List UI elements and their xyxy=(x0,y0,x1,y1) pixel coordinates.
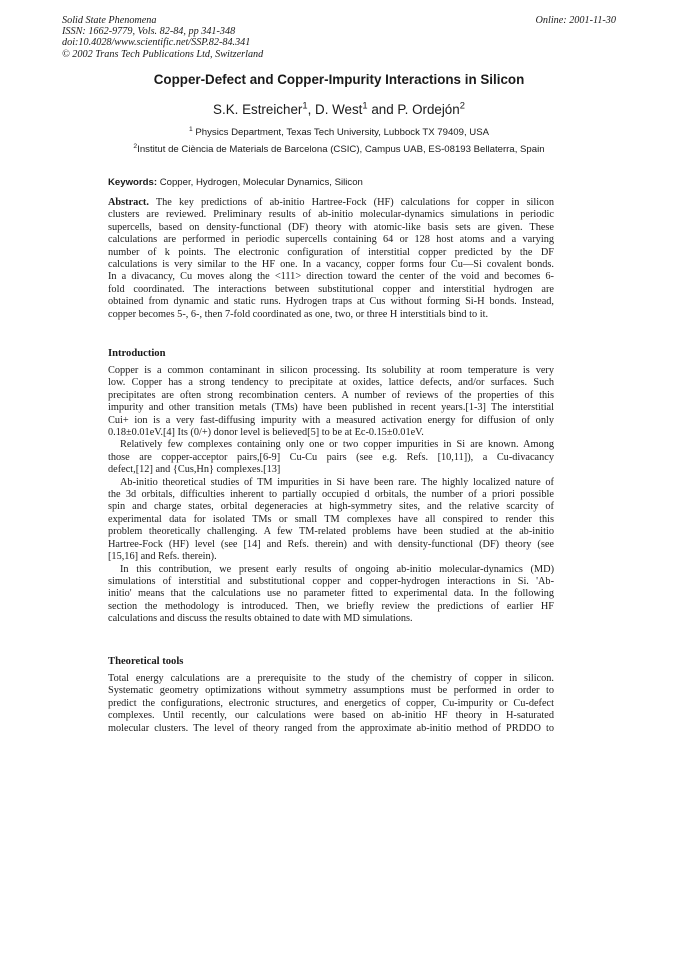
abstract-line: number of k points. The electronic configuration of interstitial copper predicted by the DF xyxy=(108,246,554,258)
abstract-line: fold coordinated. The interactions between substitutional copper and interstitial hydrogen are xyxy=(108,283,554,295)
affiliation-mark: 2 xyxy=(133,142,138,150)
body-line: spin and charge states, orbital degeneracies at high-symmetry sites, and the relative scarcity of xyxy=(108,501,554,513)
body-line: Systematic geometry optimizations without symmetry assumptions must be performed in order to xyxy=(108,685,554,697)
body-line: the 3d orbitals, difficulties inherent to partially occupied d orbitals, the number of a priori possible xyxy=(108,489,554,501)
body-line: Ab-initio theoretical studies of TM impurities in Si have been rare. The highly localized nature of xyxy=(120,476,554,488)
author-name: P. Ordejón xyxy=(397,102,460,117)
body-line: precipitates are often strong recombination centers. A number of reviews of the properties of this xyxy=(108,389,554,401)
author-name: S.K. Estreicher xyxy=(213,102,303,117)
keywords xyxy=(108,177,363,188)
introduction-body xyxy=(108,365,554,626)
author-separator: , xyxy=(307,102,316,117)
section-heading-theoretical-tools: Theoretical tools xyxy=(108,656,184,667)
body-line: 0.18±0.01eV.[4] Its (0/+) donor level is believed[5] to be at Ec-0.15±0.01eV. xyxy=(108,427,424,439)
paper-title: Copper-Defect and Copper-Impurity Interactions in Silicon xyxy=(153,72,525,87)
body-line: calculations and discuss the results obtained to date with MD simulations. xyxy=(108,613,413,625)
affiliation-mark: 1 xyxy=(362,100,368,111)
body-line: initio' means that the calculations use no parameter fitted to experimental data. In the following xyxy=(108,588,554,600)
abstract-label: Abstract. xyxy=(108,197,149,208)
body-line: complexes. Until recently, our calculations were based on ab-initio HF theory in H-saturated xyxy=(108,710,554,722)
affiliation-mark: 2 xyxy=(459,100,465,111)
body-line: section the methodology is introduced. Then, we briefly review the predictions of earlier HF xyxy=(108,600,554,612)
publication-info xyxy=(62,15,263,60)
journal-name: Solid State Phenomena xyxy=(62,15,157,26)
affiliation-mark: 1 xyxy=(188,125,193,133)
doi-line[interactable]: doi:10.4028/www.scientific.net/SSP.82-84.341 xyxy=(62,37,251,49)
body-line: In this contribution, we present early results of ongoing ab-initio molecular-dynamics (MD) xyxy=(120,563,554,575)
body-line: low. Copper has a strong tendency to precipitate at oxides, lattice defects, and/or surfaces. Such xyxy=(108,377,554,389)
body-line: Copper is a common contaminant in silicon processing. Its solubility at room temperature is very xyxy=(108,365,554,376)
section-heading-introduction: Introduction xyxy=(108,348,166,359)
affiliation-2 xyxy=(0,144,678,155)
keywords-label: Keywords: xyxy=(108,177,158,188)
abstract-line: Abstract. The key predictions of ab-initio Hartree-Fock (HF) calculations for copper in silicon xyxy=(108,197,554,208)
abstract-line: supercells, based on density-functional (DF) theory with atomic-like basis sets are given. These xyxy=(108,221,554,233)
body-line: Relatively few complexes containing only one or two copper impurities in Si are known. Among xyxy=(120,439,554,451)
affiliation-text: Physics Department, Texas Tech University, Lubbock TX 79409, USA xyxy=(192,127,490,138)
body-line: problem theoretically challenging. A few TM-related problems have been studied at the ab-initio xyxy=(108,526,554,538)
body-line: experimental data for isolated TMs or small TM complexes have all conspired to render this xyxy=(108,513,554,525)
abstract-line: calculations is very similar to the HF one. In a vacancy, copper forms four Cu—Si covalent bonds. xyxy=(108,259,554,271)
affiliation-text: Institut de Ciència de Materials de Barcelona (CSIC), Campus UAB, ES-08193 Bellaterra, Spain xyxy=(137,144,545,155)
body-line: Total energy calculations are a prerequisite to the study of the chemistry of copper in silicon. xyxy=(108,673,554,684)
body-line: impurity and other transition metals (TMs) have been published in recent years.[1-3] The interstitial xyxy=(108,402,554,414)
abstract-line: clusters are reviewed. Preliminary results of ab-initio molecular-dynamics simulations in periodic xyxy=(108,209,554,221)
body-line: simulations of interstitial and substitutional copper and copper-hydrogen interactions in Si. 'Ab- xyxy=(108,575,554,587)
copyright-line: © 2002 Trans Tech Publications Ltd, Switzerland xyxy=(62,48,264,60)
abstract-line: calculations are performed in periodic supercells containing 64 or 128 host atoms and a varying xyxy=(108,234,554,246)
abstract-line: obtained from dynamic and static runs. Hydrogen traps at Cus without forming Si-H bonds. Instead, xyxy=(108,296,554,308)
affiliation-mark: 1 xyxy=(302,100,308,111)
author-separator: and xyxy=(367,102,398,117)
body-line: those are copper-acceptor pairs,[6-9] Cu-Cu pairs (see e.g. Refs. [10,11]), a Cu-divacancy xyxy=(108,451,554,463)
online-date: Online: 2001-11-30 xyxy=(535,15,616,26)
keywords-text: Copper, Hydrogen, Molecular Dynamics, Silicon xyxy=(157,177,363,188)
affiliation-1 xyxy=(0,127,678,138)
issn-line: ISSN: 1662-9779, Vols. 82-84, pp 341-348 xyxy=(62,26,236,38)
body-line: predict the configurations, electronic structures, and energetics of copper, Cu-impurity or Cu-defect xyxy=(108,697,554,709)
abstract-line: copper becomes 5-, 6-, then 7-fold coordinated as one, two, or three H interstitials bind to it. xyxy=(108,308,489,320)
body-line: defect,[12] and {Cus,Hn} complexes.[13] xyxy=(108,464,281,476)
theoretical-tools-body xyxy=(108,673,554,735)
abstract-line: In a divacancy, Cu moves along the <111> direction toward the center of the void and becomes 6- xyxy=(108,271,554,283)
body-line: Cui+ ion is a very fast-diffusing impurity with a measured activation energy for diffusion of only xyxy=(108,414,554,426)
body-line: Hartree-Fock (HF) level (see [14] and Refs. therein) and with density-functional (DF) theory (see xyxy=(108,538,554,550)
author-name: D. West xyxy=(315,102,363,117)
author-list xyxy=(0,102,678,117)
body-line: molecular clusters. The level of theory ranged from the approximate ab-initio method of PRDDO to xyxy=(108,722,554,734)
abstract xyxy=(108,197,554,321)
body-line: [15,16] and Refs. therein). xyxy=(108,551,217,563)
